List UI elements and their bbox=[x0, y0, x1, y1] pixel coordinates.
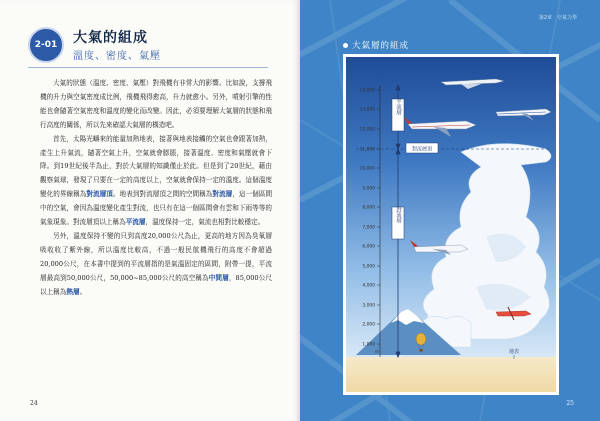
paragraph-3-part-a: 另外，溫度保持不變的只到高度20,000公尺為止，更高的地方因為臭氧層吸收收了紫外線，所以溫度比較高，不過一般民航機飛行的高度不會超過20,000公尺，在本書中提到的平流層指的是氣溫固定的區間，附帶一提，平流層最高到50,000公尺，50,000~85,000公尺的高空稱為 bbox=[40, 231, 272, 282]
page-number-left: 24 bbox=[30, 400, 38, 407]
altitude-label-4000: 4,000 bbox=[362, 283, 375, 289]
tropopause-label: 對流層頂 bbox=[411, 146, 433, 153]
atmosphere-diagram bbox=[346, 57, 556, 392]
term-thermosphere: 熱層 bbox=[66, 287, 80, 296]
term-troposphere: 對流層 bbox=[212, 190, 233, 199]
term-tropopause: 對流層頂 bbox=[86, 190, 113, 199]
paragraph-2-part-d: ，溫度保持一定，氣流也相對比較穩定。 bbox=[145, 218, 265, 227]
section-number-badge: 2-01 bbox=[28, 27, 64, 63]
figure-panel bbox=[343, 54, 559, 395]
figure-label bbox=[343, 39, 409, 51]
paragraph-3 bbox=[40, 230, 272, 300]
paragraph-2-part-b: 。地表到對流層頂之間的空間稱為 bbox=[112, 190, 213, 199]
paragraph-2-part-a: 首先，太陽光疇來的能量加熱地表，接著與地表接觸的空氣也會跟著加熱，產生上升氣流，隨著空氣上升，空氣就會膨脹，接著溫度、密度和氣壓就會下降。到19世紀後半為止，對於大氣層的知識僅止於此。但是到了20世紀，藉由觀察氣球，發現了只要在一定的高度以上，空氣就會保持一定的溫度。這個溫度變化的界線稱為 bbox=[40, 134, 272, 199]
term-mesosphere: 中間層 bbox=[208, 273, 229, 282]
term-stratosphere: 平流層 bbox=[125, 218, 146, 227]
altitude-label-1000: 1,000 bbox=[362, 342, 375, 348]
altitude-label-14000: 14,000 bbox=[359, 88, 375, 94]
altitude-label-2000: 2,000 bbox=[362, 322, 375, 328]
ground-label: 地表 bbox=[508, 349, 520, 355]
figure-title: 大氣層的組成 bbox=[352, 41, 410, 51]
altitude-label-8000: 8,000 bbox=[362, 205, 375, 211]
chapter-header: 第2章 空氣力學 bbox=[538, 15, 577, 21]
paragraph-3-part-c: 。 bbox=[79, 287, 87, 296]
altitude-label-5000: 5,000 bbox=[362, 264, 375, 270]
paragraph-2-part-c: ，這一個區間中的空氣，會因為溫度變化產生對流，也只有在這一個區間會有雲和下雨等等的氣象現象。對流層頂以上稱為 bbox=[40, 190, 273, 227]
troposphere-label: 對流層 bbox=[395, 206, 401, 224]
body-text bbox=[40, 77, 272, 300]
altitude-label-10000: 10,000 bbox=[359, 166, 375, 172]
paragraph-2 bbox=[40, 133, 272, 230]
page-title: 大氣的組成 bbox=[73, 30, 148, 46]
bullet-dot-icon bbox=[343, 43, 348, 48]
altitude-label-6000: 6,000 bbox=[362, 244, 375, 250]
right-page bbox=[300, 0, 600, 421]
paragraph-3-part-b: ，85,000公尺以上稱為 bbox=[40, 273, 273, 296]
ground bbox=[346, 357, 556, 392]
altitude-unit: m bbox=[374, 350, 379, 355]
atmosphere-illustration bbox=[346, 57, 556, 392]
page-subtitle: 溫度、密度、氣壓 bbox=[73, 51, 161, 62]
altitude-label-3000: 3,000 bbox=[362, 303, 375, 309]
header-divider bbox=[28, 67, 268, 68]
altitude-label-12000: 12,000 bbox=[359, 127, 375, 133]
paragraph-1: 大氣的狀態（溫度、密度、氣壓）對飛機有非常大的影響。比如說，支撐飛機的升力與空氣密度成比例，飛機飛得愈高，升力就愈小。另外，噴射引擎的性能也會隨著空氣密度和溫度的變化而改變。因此，必須要理解大氣層的狀態和飛行高度的關係，所以先來確認大氣層的構造吧。 bbox=[40, 79, 272, 129]
altitude-label-11000: 11,000 bbox=[359, 147, 375, 153]
altitude-label-7000: 7,000 bbox=[362, 225, 375, 231]
stratosphere-label: 平流層 bbox=[395, 98, 401, 116]
page-number-right: 25 bbox=[566, 400, 574, 407]
altitude-label-9000: 9,000 bbox=[362, 186, 375, 192]
altitude-label-13000: 13,000 bbox=[359, 107, 375, 113]
